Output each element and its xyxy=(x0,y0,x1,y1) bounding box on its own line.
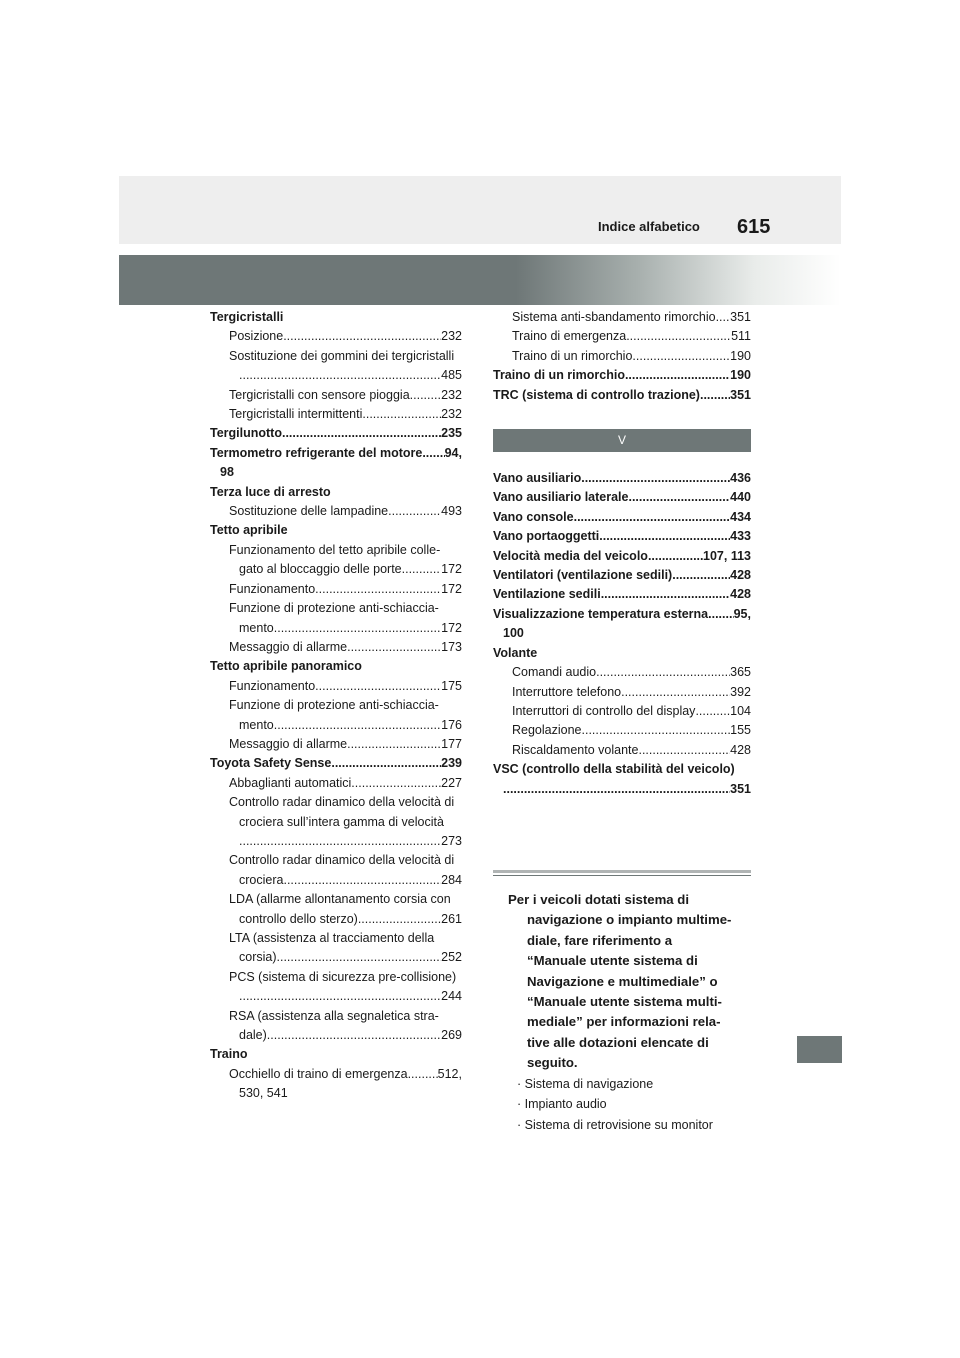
index-subentry-continued: ..... 485 xyxy=(210,366,462,385)
index-entry-continued: 100 xyxy=(503,626,524,641)
index-entry: TRC (sistema di controllo trazione) ..... 351 xyxy=(493,386,751,405)
index-entry: Traino xyxy=(210,1047,248,1062)
index-entry: Ventilazione sedili ..... 428 xyxy=(493,585,751,604)
navigation-note: Per i veicoli dotati sistema di navigazione o impianto multime- diale, fare riferimento a “Manuale utente sistema di Navigazione e multimediale” o “Manuale utente sistema multi- mediale” per informazioni rela- tive alle dotazioni elencate di seguito. xyxy=(508,891,732,1071)
index-entry: Traino di un rimorchio ..... 190 xyxy=(493,366,751,385)
index-subentry: Interruttori di controllo del display ..... 104 xyxy=(493,702,751,721)
index-entry: Tetto apribile panoramico xyxy=(210,659,362,674)
index-subentry: Tergicristalli con sensore pioggia ..... 232 xyxy=(210,386,462,405)
index-subentry: Posizione ..... 232 xyxy=(210,327,462,346)
note-bullet-item: · Sistema di retrovisione su monitor xyxy=(517,1117,713,1132)
index-subentry: Funzionamento del tetto apribile colle- xyxy=(229,542,441,557)
index-subentry-continued: mento ..... 172 xyxy=(210,619,462,638)
index-entry: Tetto apribile xyxy=(210,523,288,538)
index-subentry: LDA (allarme allontanamento corsia con xyxy=(229,892,451,907)
index-entry: Vano console ..... 434 xyxy=(493,508,751,527)
index-subentry: Comandi audio ..... 365 xyxy=(493,663,751,682)
index-entry: Termometro refrigerante del motore ..... 94, xyxy=(210,444,462,463)
note-bullet-item: · Sistema di navigazione xyxy=(517,1076,654,1091)
index-subentry: Sostituzione dei gommini dei tergicristalli xyxy=(229,348,455,363)
index-column-right xyxy=(493,308,751,1135)
index-subentry: Messaggio di allarme ..... 173 xyxy=(210,638,462,657)
index-entry: VSC (controllo della stabilità del veicolo) xyxy=(493,762,735,777)
index-entry: Terza luce di arresto xyxy=(210,484,331,499)
page-number: 615 xyxy=(737,216,771,238)
index-subentry-continued: gato al bloccaggio delle porte ..... 172 xyxy=(210,560,462,579)
note-bullet-item: · Impianto audio xyxy=(517,1097,607,1112)
index-entry: Visualizzazione temperatura esterna ..... 95, xyxy=(493,605,751,624)
index-subentry: Sistema anti-sbandamento rimorchio ..... 351 xyxy=(493,308,751,327)
index-subentry: Messaggio di allarme ..... 177 xyxy=(210,735,462,754)
chapter-tab xyxy=(797,1036,842,1063)
section-letter-bar: V xyxy=(493,429,751,452)
index-column-left xyxy=(210,308,462,1104)
index-subentry-continued: crociera sull’intera gamma di velocità xyxy=(239,814,444,829)
index-subentry-continued: corsia) ..... 252 xyxy=(210,948,462,967)
index-entry: Vano portaoggetti ..... 433 xyxy=(493,527,751,546)
index-entry: Tergilunotto ..... 235 xyxy=(210,424,462,443)
index-subentry: LTA (assistenza al tracciamento della xyxy=(229,931,435,945)
index-entry: Velocità media del veicolo ..... 107, 113 xyxy=(493,547,751,566)
index-subentry: Funzione di protezione anti-schiaccia- xyxy=(229,698,439,713)
index-entry: Toyota Safety Sense ..... 239 xyxy=(210,754,462,773)
index-subentry-continued: ..... 244 xyxy=(210,987,462,1006)
index-entry: Vano ausiliario ..... 436 xyxy=(493,469,751,488)
index-subentry: Funzionamento ..... 172 xyxy=(210,580,462,599)
index-subentry: Funzione di protezione anti-schiaccia- xyxy=(229,601,439,616)
index-subentry: Abbaglianti automatici ..... 227 xyxy=(210,774,462,793)
index-subentry: Tergicristalli intermittenti ..... 232 xyxy=(210,405,462,424)
index-entry: Vano ausiliario laterale ..... 440 xyxy=(493,488,751,507)
index-subentry: Regolazione ..... 155 xyxy=(493,721,751,740)
index-subentry: Funzionamento ..... 175 xyxy=(210,677,462,696)
index-subentry: Interruttore telefono ..... 392 xyxy=(493,683,751,702)
header-band xyxy=(119,176,841,244)
index-subentry: Controllo radar dinamico della velocità di xyxy=(229,795,455,810)
page-title: Indice alfabetico xyxy=(598,219,700,234)
index-subentry: Sostituzione delle lampadine ..... 493 xyxy=(210,502,462,521)
index-subentry-continued: mento ..... 176 xyxy=(210,716,462,735)
index-subentry: Traino di emergenza ..... 511 xyxy=(493,327,751,346)
index-entry: Tergicristalli xyxy=(210,310,284,324)
index-subentry: Riscaldamento volante ..... 428 xyxy=(493,741,751,760)
index-entry-continued: ..... 351 xyxy=(493,780,751,799)
index-subentry: PCS (sistema di sicurezza pre-collisione) xyxy=(229,969,457,984)
index-subentry-continued: 530, 541 xyxy=(239,1086,288,1101)
index-subentry: Traino di un rimorchio ..... 190 xyxy=(493,347,751,366)
index-subentry-continued: controllo dello sterzo) ..... 261 xyxy=(210,910,462,929)
index-subentry-continued: ..... 273 xyxy=(210,832,462,851)
index-entry-continued: 98 xyxy=(220,465,234,480)
index-entry: Volante xyxy=(493,645,538,660)
index-subentry: Controllo radar dinamico della velocità di xyxy=(229,853,455,868)
index-subentry-continued: dale) ..... 269 xyxy=(210,1026,462,1045)
index-subentry: RSA (assistenza alla segnaletica stra- xyxy=(229,1008,439,1023)
index-subentry: Occhiello di traino di emergenza ..... 512, xyxy=(210,1065,462,1084)
index-subentry-continued: crociera ..... 284 xyxy=(210,871,462,890)
note-divider xyxy=(493,870,751,876)
header-gradient-bar xyxy=(119,255,841,305)
index-entry: Ventilatori (ventilazione sedili) ..... 428 xyxy=(493,566,751,585)
